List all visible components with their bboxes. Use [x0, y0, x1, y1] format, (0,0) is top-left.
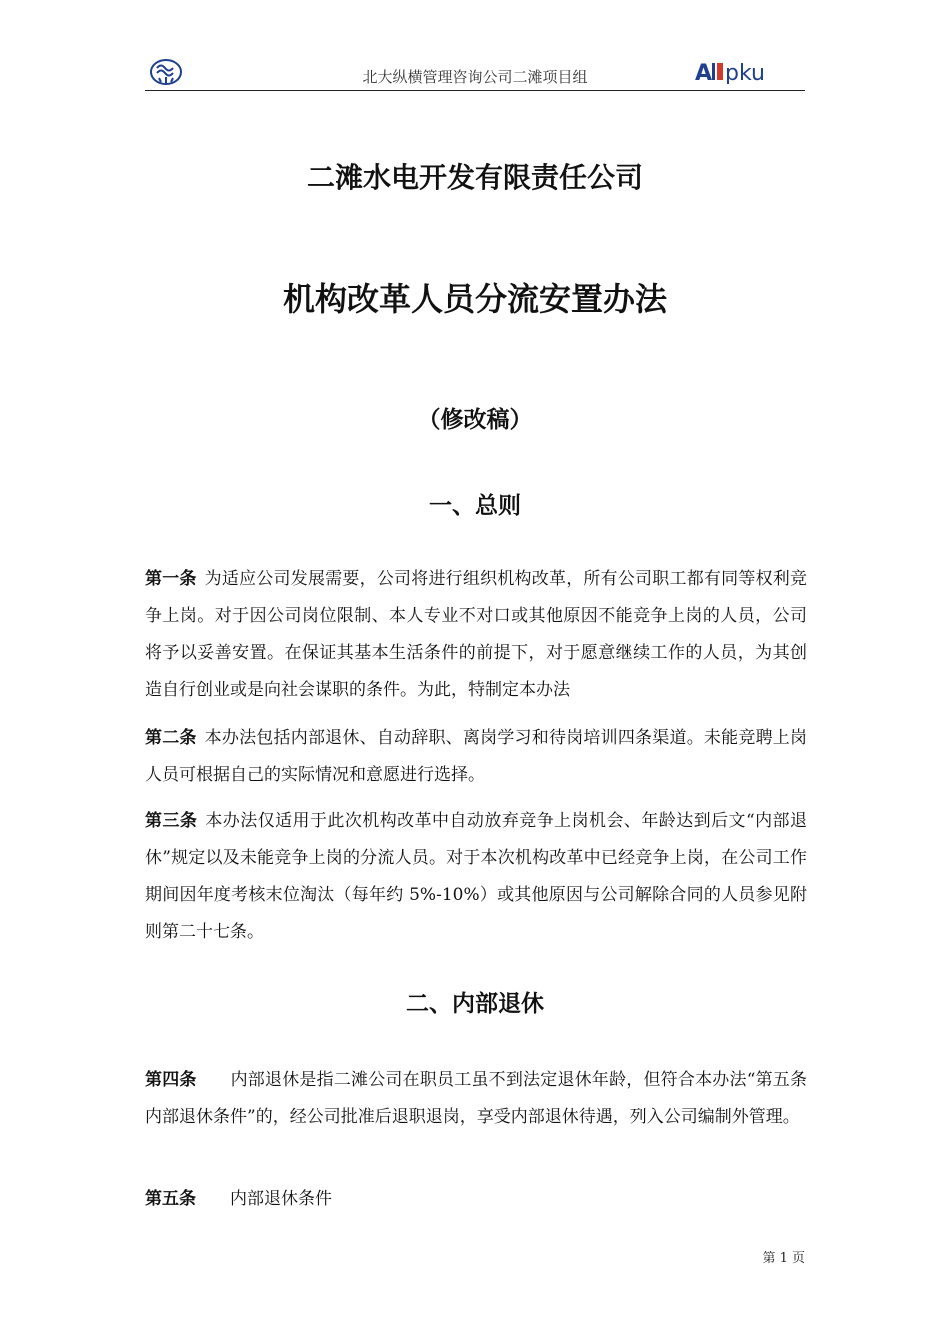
- article-text: 内部退休条件: [230, 1189, 332, 1209]
- draft-label: （修改稿）: [417, 407, 533, 433]
- allpku-logo-icon: [695, 60, 791, 84]
- document-title: 机构改革人员分流安置办法: [282, 280, 667, 318]
- article-5: [145, 1181, 807, 1218]
- company-title: 二滩水电开发有限责任公司: [306, 161, 643, 194]
- page-number: 第 1 页: [762, 1251, 805, 1266]
- article-4: [145, 1062, 807, 1136]
- article-text: 本办法仅适用于此次机构改革中自动放弃竞争上岗机会、年龄达到后文“内部退休”规定以及未能竞争上岗的分流人员。对于本次机构改革中已经竞争上岗，在公司工作期间因年度考核末位淘汰（每年约 5%-10%）或其他原因与公司解除合同的人员参见附则第二十七条。: [145, 811, 807, 942]
- page-header: [145, 56, 805, 91]
- article-text: 内部退休是指二滩公司在职员工虽不到法定退休年龄，但符合本办法“第五条内部退休条件”的，经公司批准后退职退岗，享受内部退休待遇，列入公司编制外管理。: [145, 1070, 807, 1127]
- section-heading-internal-retirement: 二、内部退休: [406, 991, 544, 1017]
- article-1: [145, 561, 807, 709]
- article-label: 第四条: [145, 1070, 197, 1090]
- article-label: 第五条: [145, 1189, 196, 1209]
- article-2: [145, 720, 807, 794]
- article-3: [145, 803, 807, 951]
- header-title: 北大纵横管理咨询公司二滩项目组: [362, 68, 588, 86]
- section-heading-general: 一、总则: [429, 493, 521, 519]
- article-text: 本办法包括内部退休、自动辞职、离岗学习和待岗培训四条渠道。未能竞聘上岗人员可根据自己的实际情况和意愿进行选择。: [145, 728, 808, 785]
- article-label: 第一条: [145, 569, 197, 589]
- article-text: 为适应公司发展需要，公司将进行组织机构改革，所有公司职工都有同等权利竞争上岗。对于因公司岗位限制、本人专业不对口或其他原因不能竞争上岗的人员，公司将予以妥善安置。在保证其基本生活条件的前提下，对于愿意继续工作的人员，为其创造自行创业或是向社会谋职的条件。为此，特制定本办法: [145, 569, 808, 700]
- article-label: 第二条: [145, 728, 197, 748]
- svg-text:A: A: [695, 61, 713, 84]
- svg-text:pku: pku: [725, 61, 765, 84]
- article-label: 第三条: [145, 811, 198, 831]
